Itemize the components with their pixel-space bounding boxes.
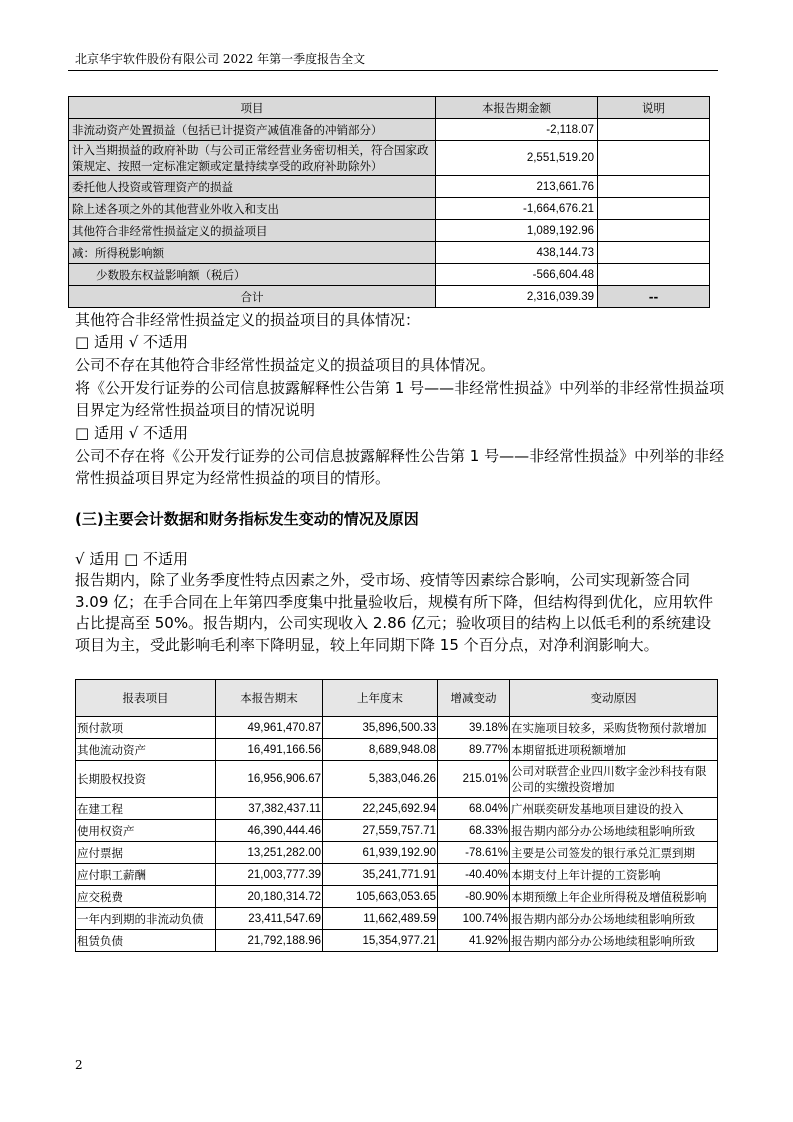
applicability-line: √ 适用 □ 不适用 [75,550,189,568]
item-cell: 应交税费 [76,886,216,908]
header-cell: 说明 [598,97,710,119]
current-period-cell: 20,180,314.72 [216,886,323,908]
prior-year-cell: 15,354,977.21 [323,930,438,952]
header-cell: 增减变动 [438,680,510,717]
paragraph: 将《公开发行证券的公司信息披露解释性公告第 1 号——非经常性损益》中列举的非经常性损益项目界定为经常性损益项目的情况说明 [75,379,725,419]
table-row [76,908,718,930]
table-row [76,842,718,864]
prior-year-cell: 8,689,948.08 [323,739,438,761]
reason-cell: 本期留抵进项税额增加 [510,739,718,761]
change-cell: 215.01% [438,761,510,798]
amount-cell: 213,661.76 [436,176,598,198]
table-row [76,717,718,739]
prior-year-cell: 35,896,500.33 [323,717,438,739]
reason-cell: 在实施项目较多，采购货物预付款增加 [510,717,718,739]
item-cell: 预付款项 [76,717,216,739]
section-body: 报告期内，除了业务季度性特点因素之外，受市场、疫情等因素综合影响，公司实现新签合同 3.09 亿；在手合同在上年第四季度集中批量验收后，规模有所下降，但结构得到优化，应用软件占比提高至 50%。报告期内，公司实现收入 2.86 亿元；验收项目的结构上以低毛利的系统建设项目为主，受此影响毛利率下降明显，较上年同期下降 15 个百分点，对净利润影响大。 [75,571,714,654]
header-cell: 上年度末 [323,680,438,717]
financial-changes-table [75,679,718,952]
change-cell: -40.40% [438,864,510,886]
note-cell: -- [598,286,710,308]
item-cell: 除上述各项之外的其他营业外收入和支出 [69,198,436,220]
note-cell [598,198,710,220]
current-period-cell: 37,382,437.11 [216,798,323,820]
amount-cell: 438,144.73 [436,242,598,264]
item-cell: 在建工程 [76,798,216,820]
table-row [76,739,718,761]
table-row [69,286,710,308]
item-cell: 非流动资产处置损益（包括已计提资产减值准备的冲销部分） [69,119,436,141]
item-cell: 其他流动资产 [76,739,216,761]
current-period-cell: 16,491,166.56 [216,739,323,761]
item-cell: 应付票据 [76,842,216,864]
table-row [69,119,710,141]
change-cell: 39.18% [438,717,510,739]
amount-cell: -1,664,676.21 [436,198,598,220]
prior-year-cell: 22,245,692.94 [323,798,438,820]
header-cell: 本报告期末 [216,680,323,717]
header-cell: 报表项目 [76,680,216,717]
item-cell: 使用权资产 [76,820,216,842]
table-header-row [69,97,710,119]
note-cell [598,220,710,242]
prior-year-cell: 5,383,046.26 [323,761,438,798]
change-cell: -80.90% [438,886,510,908]
amount-cell: -2,118.07 [436,119,598,141]
reason-cell: 报告期内部分办公场地续租影响所致 [510,820,718,842]
table-row [76,820,718,842]
item-cell: 减：所得税影响额 [69,242,436,264]
reason-cell: 本期预缴上年企业所得税及增值税影响 [510,886,718,908]
applicability-line: □ 适用 √ 不适用 [75,424,189,442]
item-cell: 租赁负债 [76,930,216,952]
item-cell: 合计 [69,286,436,308]
note-cell [598,119,710,141]
change-cell: 41.92% [438,930,510,952]
reason-cell: 公司对联营企业四川数字金沙科技有限公司的实缴投资增加 [510,761,718,798]
current-period-cell: 21,792,188.96 [216,930,323,952]
applicability-line: □ 适用 √ 不适用 [75,333,189,351]
amount-cell: 2,551,519.20 [436,141,598,176]
prior-year-cell: 11,662,489.59 [323,908,438,930]
prior-year-cell: 35,241,771.91 [323,864,438,886]
item-cell: 其他符合非经常性损益定义的损益项目 [69,220,436,242]
table-row [76,930,718,952]
item-cell: 长期股权投资 [76,761,216,798]
page-number: 2 [75,1058,83,1072]
header-cell: 变动原因 [510,680,718,717]
item-cell: 一年内到期的非流动负债 [76,908,216,930]
change-cell: 89.77% [438,739,510,761]
table-row [69,198,710,220]
paragraph: 公司不存在将《公开发行证券的公司信息披露解释性公告第 1 号——非经常性损益》中列举的非经常性损益项目界定为经常性损益的项目的情形。 [75,447,725,487]
table-row [76,864,718,886]
table-row [69,220,710,242]
table-row [76,798,718,820]
prior-year-cell: 105,663,053.65 [323,886,438,908]
page-header: 北京华宇软件股份有限公司 2022 年第一季度报告全文 [75,52,366,66]
non-recurring-gains-table [68,96,710,308]
reason-cell: 主要是公司签发的银行承兑汇票到期 [510,842,718,864]
table-row [69,242,710,264]
table-row [69,264,710,286]
paragraph: 公司不存在其他符合非经常性损益定义的损益项目的具体情况。 [75,356,496,374]
section-title: (三)主要会计数据和财务指标发生变动的情况及原因 [75,510,419,528]
amount-cell: -566,604.48 [436,264,598,286]
item-cell: 应付职工薪酬 [76,864,216,886]
amount-cell: 1,089,192.96 [436,220,598,242]
current-period-cell: 21,003,777.39 [216,864,323,886]
reason-cell: 报告期内部分办公场地续租影响所致 [510,908,718,930]
table-header-row [76,680,718,717]
change-cell: 100.74% [438,908,510,930]
current-period-cell: 13,251,282.00 [216,842,323,864]
reason-cell: 广州联奕研发基地项目建设的投入 [510,798,718,820]
change-cell: 68.04% [438,798,510,820]
item-cell: 少数股东权益影响额（税后） [69,264,436,286]
note-cell [598,141,710,176]
amount-cell: 2,316,039.39 [436,286,598,308]
note-cell [598,242,710,264]
prior-year-cell: 27,559,757.71 [323,820,438,842]
header-cell: 项目 [69,97,436,119]
current-period-cell: 49,961,470.87 [216,717,323,739]
table-row [76,886,718,908]
reason-cell: 本期支付上年计提的工资影响 [510,864,718,886]
note-cell [598,264,710,286]
current-period-cell: 23,411,547.69 [216,908,323,930]
note-cell [598,176,710,198]
reason-cell: 报告期内部分办公场地续租影响所致 [510,930,718,952]
change-cell: 68.33% [438,820,510,842]
table-row [69,176,710,198]
header-cell: 本报告期金额 [436,97,598,119]
item-cell: 计入当期损益的政府补助（与公司正常经营业务密切相关，符合国家政策规定、按照一定标准定额或定量持续享受的政府补助除外） [69,141,436,176]
table-row [69,141,710,176]
table-row [76,761,718,798]
paragraph: 其他符合非经常性损益定义的损益项目的具体情况： [75,311,421,329]
prior-year-cell: 61,939,192.90 [323,842,438,864]
current-period-cell: 46,390,444.46 [216,820,323,842]
current-period-cell: 16,956,906.67 [216,761,323,798]
item-cell: 委托他人投资或管理资产的损益 [69,176,436,198]
header-rule [68,70,718,71]
change-cell: -78.61% [438,842,510,864]
